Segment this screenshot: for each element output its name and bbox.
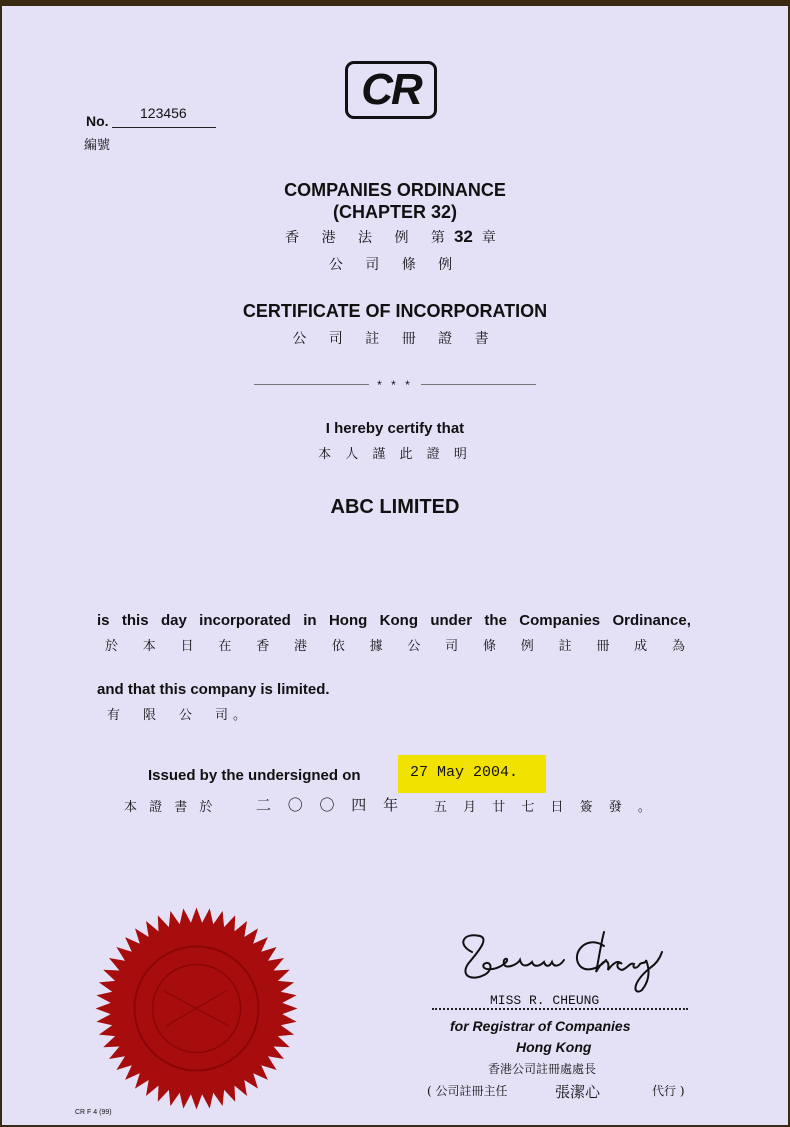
ordinance-title: COMPANIES ORDINANCE bbox=[284, 180, 506, 200]
signatory-place: Hong Kong bbox=[516, 1039, 592, 1055]
certificate-page bbox=[2, 6, 788, 1125]
incorporation-word: in bbox=[303, 612, 317, 629]
issued-cn-c: 五 月 廿 七 日 簽 發 。 bbox=[434, 800, 657, 815]
chapter-cn-post: 章 bbox=[481, 230, 505, 246]
ordinance-cn: 公 司 條 例 bbox=[328, 257, 462, 273]
incorporation-word: the bbox=[484, 612, 507, 629]
incorporation-word: incorporated bbox=[199, 612, 291, 629]
acting-cn-close: 代行 ) bbox=[652, 1084, 685, 1098]
certificate-title: CERTIFICATE OF INCORPORATION bbox=[242, 301, 548, 321]
incorporation-char-cn: 成 bbox=[634, 639, 648, 654]
signatory-role-cn: 香港公司註冊處處長 bbox=[488, 1062, 597, 1076]
incorporation-word: day bbox=[160, 612, 187, 629]
signatory-role: for Registrar of Companies bbox=[450, 1018, 631, 1034]
incorporation-word: is bbox=[97, 612, 110, 629]
incorporation-char-cn: 在 bbox=[218, 639, 232, 654]
divider-stars: * * * bbox=[377, 378, 413, 392]
number-label-cn: 編號 bbox=[84, 138, 111, 153]
incorporation-word: Hong bbox=[328, 612, 368, 629]
incorporation-word: this bbox=[121, 612, 149, 629]
incorporation-word: Companies bbox=[519, 612, 601, 629]
certify-text-cn: 本 人 謹 此 證 明 bbox=[318, 447, 472, 462]
incorporation-char-cn: 本 bbox=[142, 639, 156, 654]
incorporation-char-cn: 日 bbox=[180, 639, 194, 654]
incorporation-char-cn: 註 bbox=[558, 639, 572, 654]
incorporation-char-cn: 冊 bbox=[596, 639, 610, 654]
divider-line-right bbox=[421, 384, 536, 385]
form-code: CR F 4 (99) bbox=[75, 1109, 112, 1116]
incorporation-line bbox=[97, 612, 691, 629]
chapter-title: (CHAPTER 32) bbox=[332, 202, 457, 222]
incorporation-word: under bbox=[430, 612, 473, 629]
red-seal bbox=[94, 906, 299, 1111]
incorporation-char-cn: 條 bbox=[482, 639, 496, 654]
issued-cn-a: 本 證 書 於 bbox=[124, 800, 217, 815]
issued-cn-b: 二 〇 〇 四 年 bbox=[256, 796, 405, 814]
issued-text: Issued by the undersigned on bbox=[148, 767, 361, 784]
incorporation-char-cn: 港 bbox=[293, 639, 307, 654]
signatory-name: MISS R. CHEUNG bbox=[490, 993, 600, 1008]
certificate-number: 123456 bbox=[140, 105, 187, 121]
incorporation-char-cn: 依 bbox=[331, 639, 345, 654]
chapter-cn bbox=[2, 227, 788, 247]
acting-name-cn: 張潔心 bbox=[555, 1083, 601, 1101]
number-underline bbox=[112, 127, 216, 128]
incorporation-word: Ordinance, bbox=[612, 612, 691, 629]
incorporation-char-cn: 據 bbox=[369, 639, 383, 654]
limited-text-cn: 有 限 公 司。 bbox=[107, 708, 252, 723]
signature-dotted-line bbox=[432, 1008, 688, 1010]
acting-cn-open: ( 公司註冊主任 bbox=[427, 1084, 508, 1098]
divider bbox=[2, 376, 788, 394]
certify-text: I hereby certify that bbox=[325, 420, 465, 437]
chapter-cn-pre: 香 港 法 例 第 bbox=[285, 230, 454, 246]
limited-text: and that this company is limited. bbox=[97, 681, 330, 698]
signature bbox=[454, 924, 674, 994]
incorporation-char-cn: 為 bbox=[671, 639, 685, 654]
incorporation-word: Kong bbox=[379, 612, 418, 629]
chapter-cn-number: 32 bbox=[453, 227, 473, 246]
cr-logo: CR bbox=[345, 61, 437, 119]
number-label: No. bbox=[86, 113, 109, 129]
issued-date: 27 May 2004. bbox=[410, 764, 519, 781]
incorporation-char-cn: 公 bbox=[407, 639, 421, 654]
incorporation-char-cn: 於 bbox=[105, 639, 119, 654]
incorporation-char-cn: 例 bbox=[520, 639, 534, 654]
incorporation-line-cn bbox=[105, 635, 685, 654]
certificate-title-cn: 公 司 註 冊 證 書 bbox=[292, 331, 498, 347]
incorporation-char-cn: 香 bbox=[256, 639, 270, 654]
incorporation-char-cn: 司 bbox=[445, 639, 459, 654]
company-name: ABC LIMITED bbox=[330, 496, 460, 518]
divider-line-left bbox=[254, 384, 369, 385]
